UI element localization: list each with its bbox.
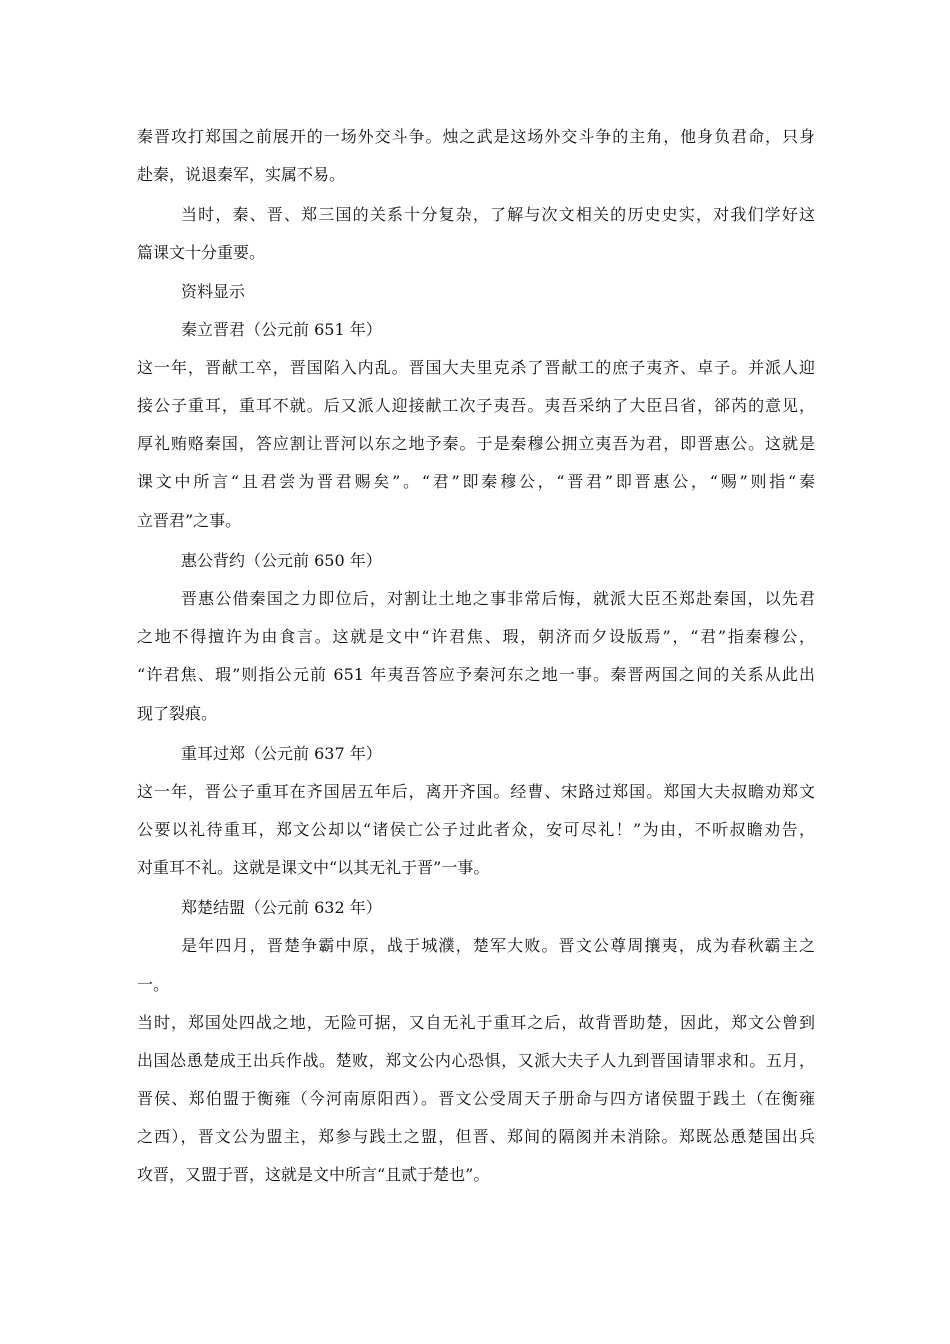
text-line: 厚礼贿赂秦国，答应割让晋河以东之地予秦。于是秦穆公拥立夷吾为君，即晋惠公。这就是 <box>137 434 815 453</box>
text-line: 当时，秦、晋、郑三国的关系十分复杂，了解与次文相关的历史史实，对我们学好这 <box>181 205 815 224</box>
text-line: 晋侯、郑伯盟于衡雍（今河南原阳西）。晋文公受周天子册命与四方诸侯盟于践土（在衡雍 <box>137 1089 815 1108</box>
text-line: 对重耳不礼。这就是课文中“以其无礼于晋”一事。 <box>137 858 490 877</box>
section-heading: 惠公背约（公元前 650 年） <box>181 551 382 570</box>
text-line: 是年四月，晋楚争霸中原，战于城濮，楚军大败。晋文公尊周攘夷，成为春秋霸主之 <box>181 936 815 955</box>
text-line: 之地不得擅许为由食言。这就是文中“许君焦、瑕，朝济而夕设版焉”，“君”指秦穆公， <box>137 627 815 646</box>
text-line: 这一年，晋公子重耳在齐国居五年后，离开齐国。经曹、宋路过郑国。郑国大夫叔瞻劝郑文 <box>137 782 815 801</box>
text-line: 课文中所言“且君尝为晋君赐矣”。“君”即秦穆公，“晋君”即晋惠公，“赐”则指“秦 <box>137 472 815 491</box>
text-line: 当时，郑国处四战之地，无险可据，又自无礼于重耳之后，故背晋助楚，因此，郑文公曾到 <box>137 1013 815 1032</box>
text-line: 一。 <box>137 975 170 994</box>
section-heading: 重耳过郑（公元前 637 年） <box>181 744 382 763</box>
text-line: 赴秦，说退秦军，实属不易。 <box>137 165 346 184</box>
text-line: 晋惠公借秦国之力即位后，对割让土地之事非常后悔，就派大臣丕郑赴秦国，以先君 <box>181 589 815 608</box>
section-heading: 秦立晋君（公元前 651 年） <box>181 320 382 339</box>
text-line: 接公子重耳，重耳不就。后又派人迎接献工次子夷吾。夷吾采纳了大臣吕省，郤芮的意见， <box>137 396 815 415</box>
text-line: 之西），晋文公为盟主，郑参与践土之盟，但晋、郑间的隔阂并未消除。郑既怂恿楚国出兵 <box>137 1127 815 1146</box>
text-line: 公要以礼待重耳，郑文公却以“诸侯亡公子过此者众，安可尽礼！”为由，不听叔瞻劝告， <box>137 820 815 839</box>
text-line: 这一年，晋献工卒，晋国陷入内乱。晋国大夫里克杀了晋献工的庶子夷齐、卓子。并派人迎 <box>137 358 815 377</box>
text-line: 攻晋，又盟于晋，这就是文中所言“且贰于楚也”。 <box>137 1165 490 1184</box>
text-line: 出国怂恿楚成王出兵作战。楚败，郑文公内心恐惧，又派大夫子人九到晋国请罪求和。五月， <box>137 1051 815 1070</box>
text-line: 现了裂痕。 <box>137 704 218 723</box>
text-line: 立晋君”之事。 <box>137 511 242 530</box>
section-heading: 资料显示 <box>181 282 246 301</box>
text-line: 秦晋攻打郑国之前展开的一场外交斗争。烛之武是这场外交斗争的主角，他身负君命，只身 <box>137 127 815 146</box>
text-line: “许君焦、瑕”则指公元前 651 年夷吾答应予秦河东之地一事。秦晋两国之间的关系从此出 <box>137 665 815 684</box>
text-line: 篇课文十分重要。 <box>137 243 266 262</box>
section-heading: 郑楚结盟（公元前 632 年） <box>181 898 382 917</box>
